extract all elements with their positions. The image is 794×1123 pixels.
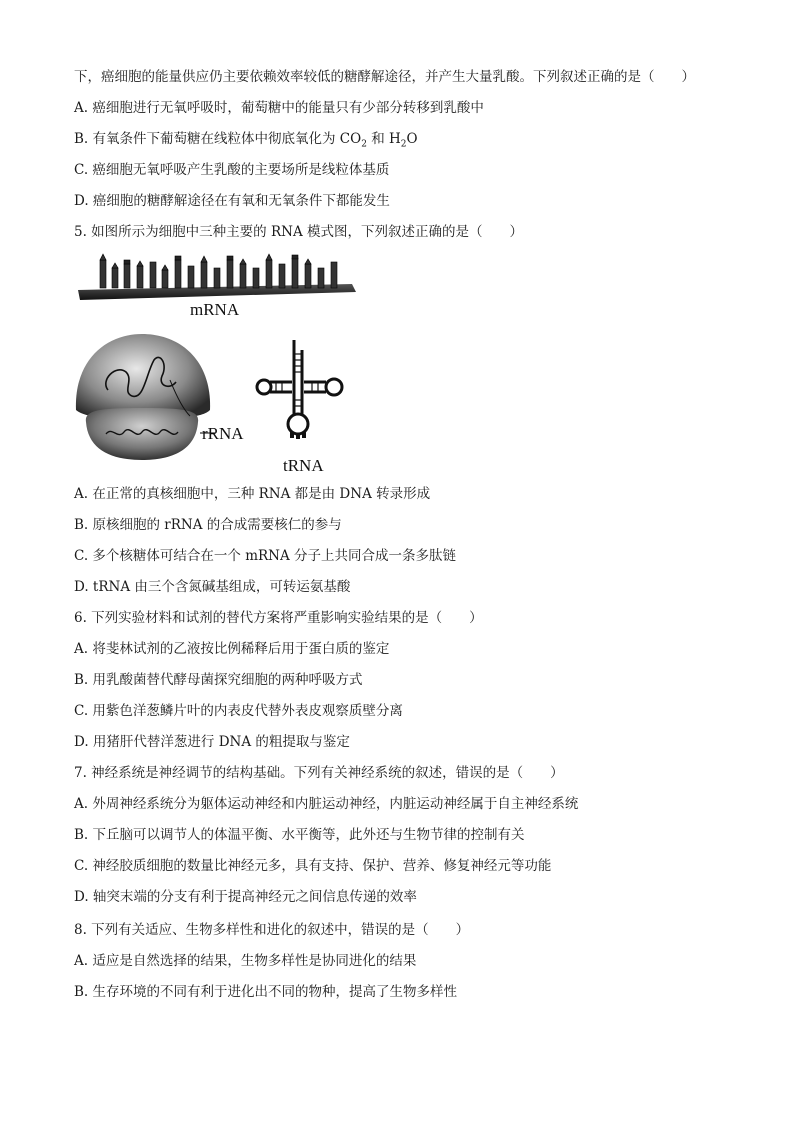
trna-diagram — [254, 336, 350, 456]
question-7-stem: 7. 神经系统是神经调节的结构基础。下列有关神经系统的叙述，错误的是（ ） — [74, 765, 564, 781]
line-q4-stem-cont: 下，癌细胞的能量供应仍主要依赖效率较低的糖酵解途径，并产生大量乳酸。下列叙述正确的是（ ） — [74, 69, 695, 85]
option-6c: C. 用紫色洋葱鳞片叶的内表皮代替外表皮观察质壁分离 — [74, 703, 403, 719]
mrna-diagram — [74, 250, 359, 302]
option-7d: D. 轴突末端的分支有利于提高神经元之间信息传递的效率 — [74, 889, 417, 905]
mrna-label: mRNA — [190, 300, 240, 319]
option-4a: A. 癌细胞进行无氧呼吸时，葡萄糖中的能量只有少部分转移到乳酸中 — [74, 100, 484, 116]
ribosome-diagram — [72, 330, 217, 462]
trna-label: tRNA — [283, 456, 324, 475]
question-8-stem: 8. 下列有关适应、生物多样性和进化的叙述中，错误的是（ ） — [74, 922, 470, 938]
option-5d: D. tRNA 由三个含氮碱基组成，可转运氨基酸 — [74, 579, 351, 595]
option-7a: A. 外周神经系统分为躯体运动神经和内脏运动神经，内脏运动神经属于自主神经系统 — [74, 796, 579, 812]
option-5a: A. 在正常的真核细胞中，三种 RNA 都是由 DNA 转录形成 — [74, 486, 431, 502]
question-5-stem: 5. 如图所示为细胞中三种主要的 RNA 模式图，下列叙述正确的是（ ） — [74, 224, 523, 240]
option-4c: C. 癌细胞无氧呼吸产生乳酸的主要场所是线粒体基质 — [74, 162, 390, 178]
option-6d: D. 用猪肝代替洋葱进行 DNA 的粗提取与鉴定 — [74, 734, 350, 750]
option-6b: B. 用乳酸菌替代酵母菌探究细胞的两种呼吸方式 — [74, 672, 363, 688]
question-6-stem: 6. 下列实验材料和试剂的替代方案将严重影响实验结果的是（ ） — [74, 610, 483, 626]
option-4d: D. 癌细胞的糖酵解途径在有氧和无氧条件下都能发生 — [74, 193, 390, 209]
option-7c: C. 神经胶质细胞的数量比神经元多，具有支持、保护、营养、修复神经元等功能 — [74, 858, 552, 874]
option-5c: C. 多个核糖体可结合在一个 mRNA 分子上共同合成一条多肽链 — [74, 548, 457, 564]
option-6a: A. 将斐林试剂的乙液按比例稀释后用于蛋白质的鉴定 — [74, 641, 390, 657]
option-8a: A. 适应是自然选择的结果，生物多样性是协同进化的结果 — [74, 953, 417, 969]
h2o-subscript: 2 — [400, 139, 407, 150]
option-7b: B. 下丘脑可以调节人的体温平衡、水平衡等，此外还与生物节律的控制有关 — [74, 827, 525, 843]
option-4b-o: O — [406, 131, 418, 147]
option-4b — [74, 130, 418, 154]
rrna-label: rRNA — [202, 424, 244, 443]
co2-subscript: 2 — [361, 139, 367, 150]
option-4b-and-h: 和 H — [366, 131, 401, 147]
option-4b-text: B. 有氧条件下葡萄糖在线粒体中彻底氧化为 CO — [74, 131, 362, 147]
option-5b: B. 原核细胞的 rRNA 的合成需要核仁的参与 — [74, 517, 342, 533]
option-8b: B. 生存环境的不同有利于进化出不同的物种，提高了生物多样性 — [74, 984, 458, 1000]
